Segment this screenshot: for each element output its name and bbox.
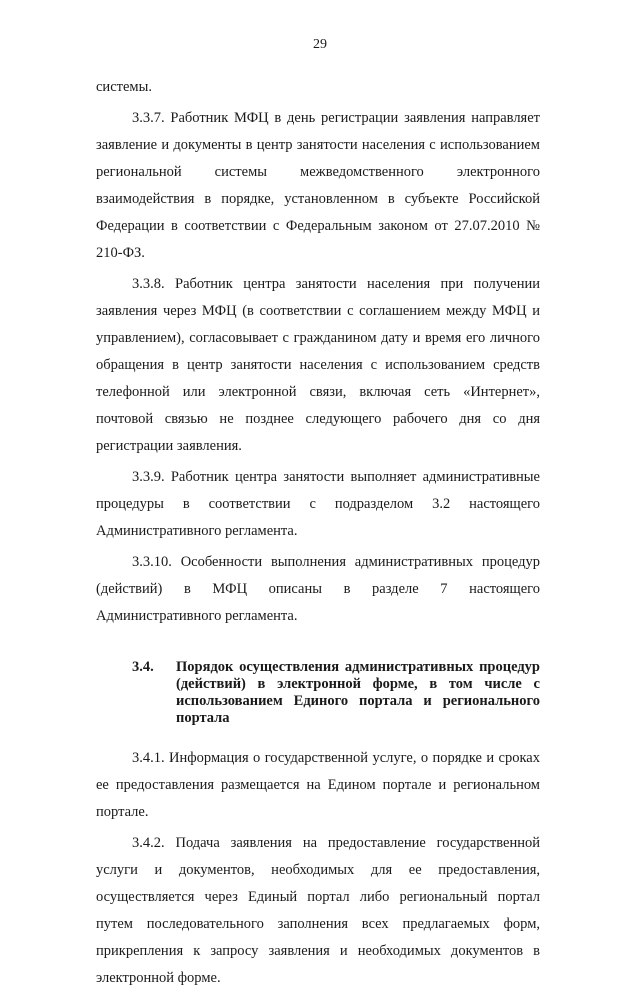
paragraph-3-3-9: 3.3.9. Работник центра занятости выполняет административные процедуры в соответствии с подразделом 3.2 настоящего Административного регламента. bbox=[96, 469, 540, 539]
page-number: 29 bbox=[313, 37, 327, 52]
paragraph-3-3-10: 3.3.10. Особенности выполнения административных процедур (действий) в МФЦ описаны в разделе 7 настоящего Административного регламента. bbox=[96, 554, 540, 624]
paragraph-3-4-2: 3.4.2. Подача заявления на предоставление государственной услуги и документов, необходимых для ее предоставления, осуществляется через Единый портал либо региональный портал путем последовательного заполнения всех предлагаемых форм, прикрепления к запросу заявления и необходимых документов в электронной форме. bbox=[96, 835, 540, 986]
section-heading-3-4 bbox=[96, 659, 540, 727]
paragraph-continuation: системы. bbox=[96, 79, 152, 95]
section-heading-text: Порядок осуществления административных процедур (действий) в электронной форме, в том числе с использованием Единого портала и регионального портала bbox=[176, 659, 540, 726]
paragraph-3-3-7: 3.3.7. Работник МФЦ в день регистрации заявления направляет заявление и документы в центр занятости населения с использованием региональной системы межведомственного электронного взаимодействия в порядке, установленном в субъекте Российской Федерации в соответствии с Федеральным законом от 27.07.2010 № 210-ФЗ. bbox=[96, 110, 540, 261]
section-heading-number: 3.4. bbox=[132, 659, 154, 675]
document-body bbox=[96, 74, 540, 992]
paragraph-3-3-8: 3.3.8. Работник центра занятости населения при получении заявления через МФЦ (в соответствии с соглашением между МФЦ и управлением), согласовывает с гражданином дату и время его личного обращения в центр занятости населения с использованием средств телефонной или электронной связи, включая сеть «Интернет», почтовой связью не позднее следующего рабочего дня со дня регистрации заявления. bbox=[96, 276, 540, 454]
paragraph-3-4-1: 3.4.1. Информация о государственной услуге, о порядке и сроках ее предоставления размещается на Едином портале и региональном портале. bbox=[96, 750, 540, 820]
